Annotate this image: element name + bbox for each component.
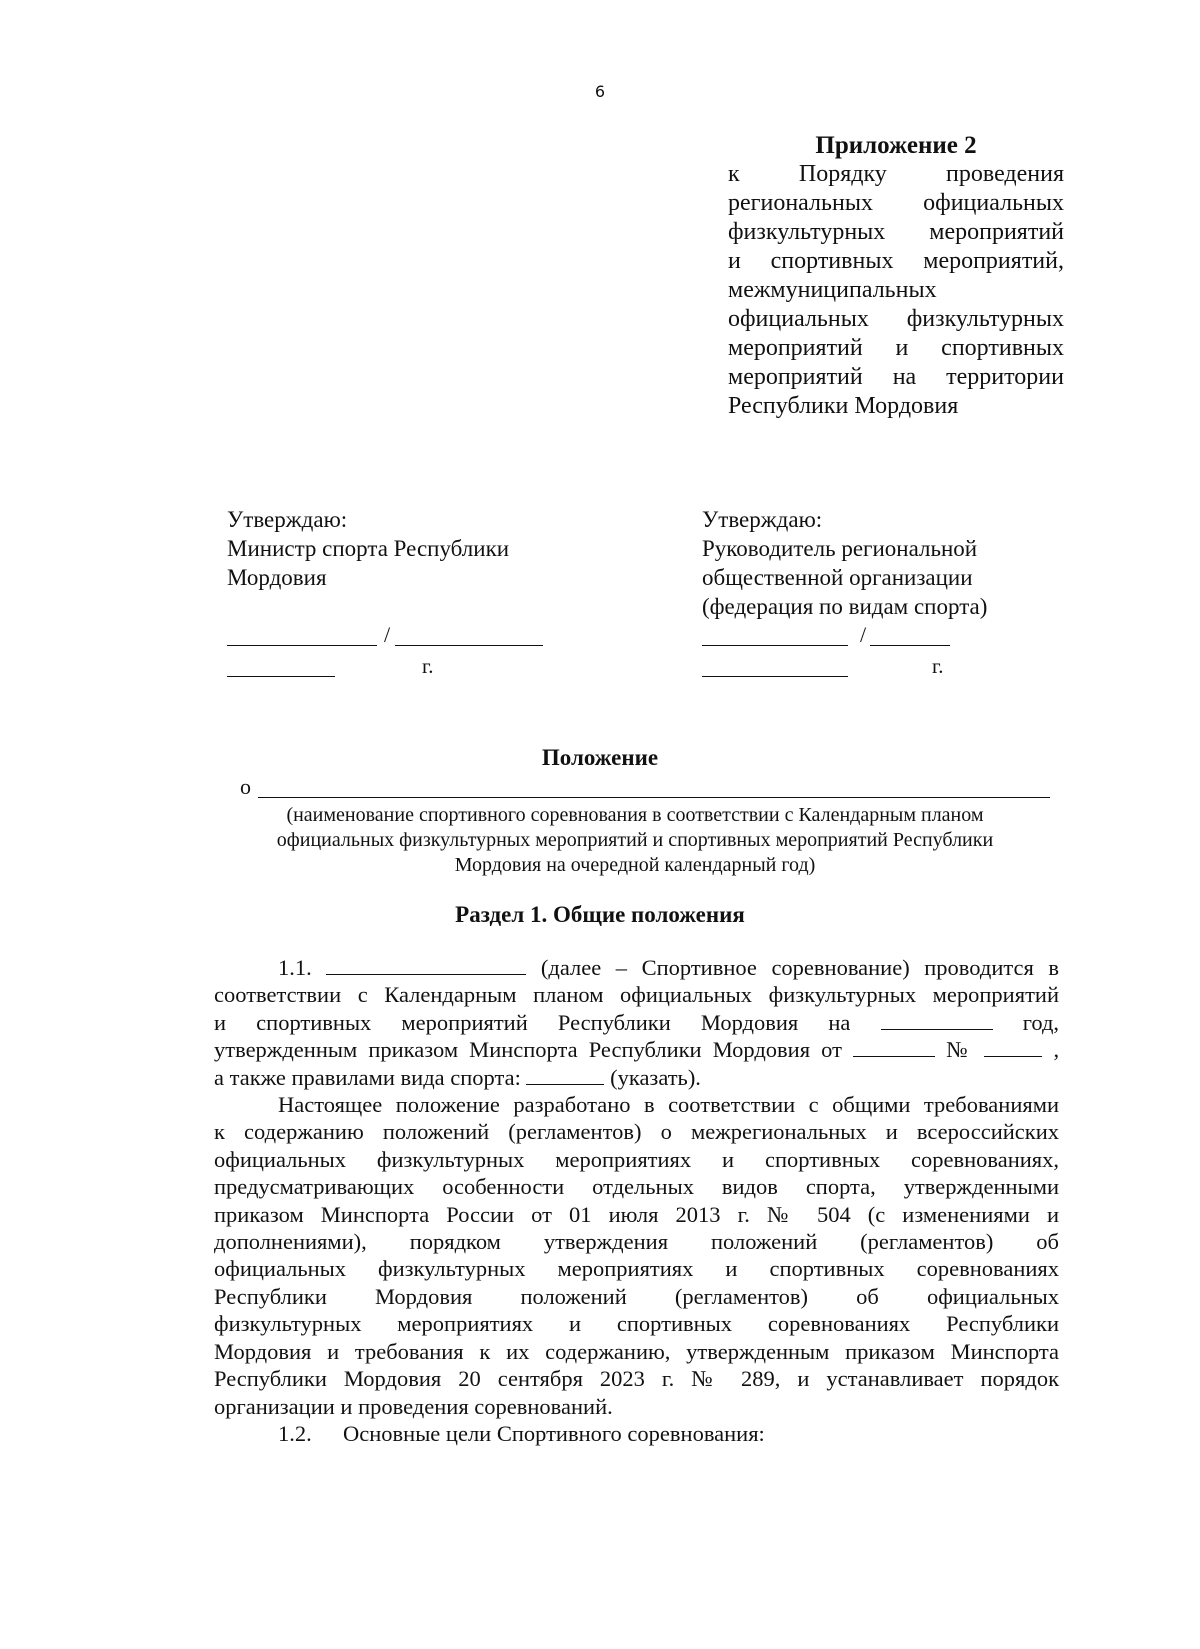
text-run: (указать). [610, 1064, 701, 1090]
text-run: , [1053, 1037, 1060, 1063]
section-title: Раздел 1. Общие положения [455, 902, 745, 927]
paragraph-1-1-line: соответствии с Календарным планом официальных физкультурных мероприятий [214, 982, 1059, 1008]
appendix-line: физкультурных мероприятий [728, 219, 1064, 245]
approval-block-minister [227, 505, 587, 592]
appendix-line: мероприятий и спортивных [728, 335, 1064, 361]
year-mark: г. [422, 654, 434, 678]
clause-number: 1.1. [278, 955, 312, 980]
approval-position: (федерация по видам спорта) [702, 594, 988, 619]
signature-slash: / [860, 622, 867, 647]
about-prefix: о [240, 774, 251, 799]
paragraph-1-1-line [214, 1064, 1059, 1091]
text-run: Основные цели Спортивного соревнования: [343, 1420, 765, 1446]
signature-line-federation [702, 620, 1022, 646]
competition-blank [326, 956, 526, 975]
approval-block-federation [702, 505, 1072, 621]
signature-blank [227, 645, 377, 646]
approval-label: Утверждаю: [702, 507, 823, 532]
paragraph-line: официальных физкультурных мероприятиях и спортивных соревнованиях [214, 1256, 1059, 1282]
paragraph-line: официальных физкультурных мероприятиях и спортивных соревнованиях, [214, 1146, 1059, 1172]
approval-position: Министр спорта Республики [227, 536, 510, 561]
name-blank [870, 645, 950, 646]
caption-line: официальных физкультурных мероприятий и спортивных мероприятий Республики [276, 829, 994, 851]
paragraph-line: Республики Мордовия 20 сентября 2023 г. № 289, и устанавливает порядок [214, 1366, 1059, 1392]
text-run: (далее – Спортивное соревнование) проводится в [540, 955, 1059, 980]
document-title: Положение [541, 745, 659, 770]
signature-blank [702, 645, 848, 646]
paragraph-line: приказом Минспорта России от 01 июля 2013 г. № 504 (с изменениями и [214, 1201, 1059, 1227]
paragraph-1-1-line [214, 1009, 1059, 1036]
text-run: а также правилами вида спорта: [214, 1064, 521, 1090]
appendix-line: мероприятий на территории [728, 364, 1064, 390]
name-blank [395, 645, 543, 646]
date-blank [227, 676, 335, 677]
paragraph-1-2-line [214, 1420, 1059, 1447]
section-body [214, 954, 1059, 1447]
competition-name-blank [258, 797, 1050, 798]
year-mark: г. [932, 654, 944, 678]
appendix-line: Республики Мордовия [728, 393, 959, 419]
appendix-line: официальных физкультурных [728, 306, 1064, 332]
paragraph-line: к содержанию положений (регламентов) о межрегиональных и всероссийских [214, 1119, 1059, 1145]
order-date-blank [853, 1038, 935, 1057]
paragraph-line: организации и проведения соревнований. [214, 1393, 613, 1419]
paragraph-line: Республики Мордовия положений (регламентов) об официальных [214, 1283, 1059, 1309]
paragraph-1-1-line [214, 1036, 1059, 1063]
text-run: год, [1022, 1009, 1060, 1035]
appendix-line: и спортивных мероприятий, [728, 248, 1064, 274]
approval-position: Руководитель региональной [702, 536, 978, 561]
date-line-federation [702, 651, 1022, 677]
text-run: утвержденным приказом Минспорта Республики Мордовия от [214, 1037, 842, 1063]
paragraph-line: дополнениями), порядком утверждения положений (регламентов) об [214, 1229, 1059, 1255]
paragraph-line: физкультурных мероприятиях и спортивных соревнованиях Республики [214, 1311, 1059, 1337]
signature-slash: / [384, 622, 391, 647]
approval-position: общественной организации [702, 565, 973, 590]
order-number-blank [984, 1038, 1042, 1057]
appendix-title: Приложение 2 [815, 132, 977, 159]
sport-rules-blank [526, 1066, 604, 1085]
year-blank [881, 1011, 993, 1030]
caption-line: (наименование спортивного соревнования в соответствии с Календарным планом [286, 804, 984, 826]
appendix-header [728, 131, 1064, 421]
appendix-line: к Порядку проведения [728, 161, 1064, 187]
clause-number: 1.2. [278, 1420, 312, 1446]
appendix-line: региональных официальных [728, 190, 1064, 216]
text-run: № [946, 1037, 974, 1063]
text-run: и спортивных мероприятий Республики Мордовия на [214, 1009, 851, 1035]
appendix-line: межмуниципальных [728, 277, 937, 303]
signature-line-minister [227, 620, 547, 646]
paragraph-line: Настоящее положение разработано в соответствии с общими требованиями [278, 1092, 1059, 1118]
date-line-minister [227, 651, 547, 677]
page-number: 6 [594, 82, 606, 101]
paragraph-1-1-line [214, 954, 1059, 981]
paragraph-line: Мордовия и требования к их содержанию, утвержденным приказом Минспорта [214, 1338, 1059, 1364]
paragraph-line: предусматривающих особенности отдельных видов спорта, утвержденными [214, 1174, 1059, 1200]
date-blank [702, 676, 848, 677]
competition-name-caption [240, 803, 1030, 878]
approval-label: Утверждаю: [227, 507, 348, 532]
caption-line: Мордовия на очередной календарный год) [454, 854, 816, 876]
approval-position: Мордовия [227, 565, 327, 590]
